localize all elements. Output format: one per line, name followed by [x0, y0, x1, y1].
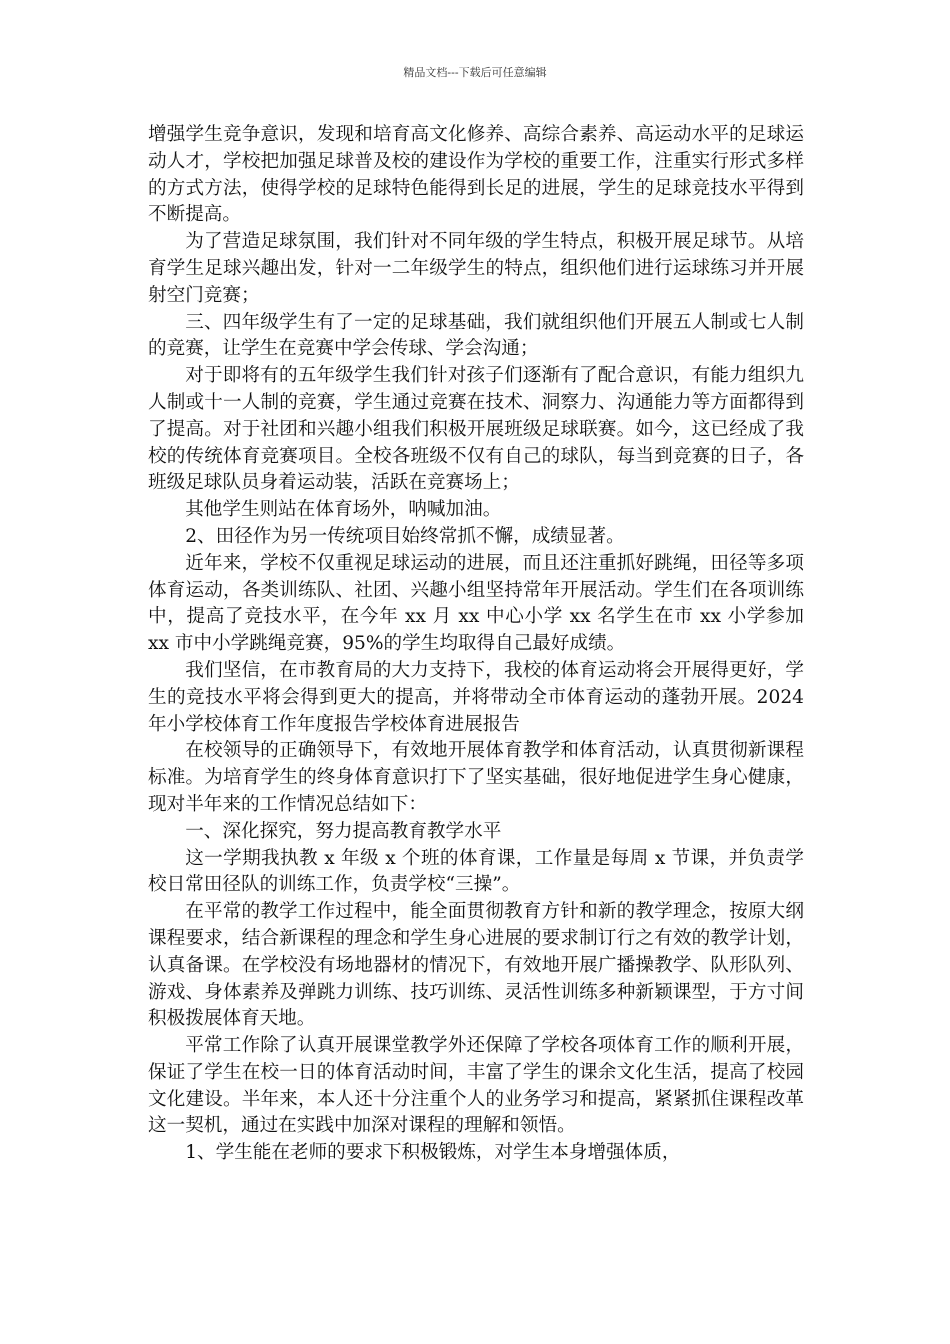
paragraph: 其他学生则站在体育场外，呐喊加油。 — [185, 499, 502, 521]
paragraph: 我们坚信，在市教育局的大力支持下，我校的体育运动将会开展得更好，学生的竞技水平将会得到更大的提高，并将带动全市体育运动的蓬勃开展。2024 年小学校体育工作年度报告学校体育进展报告 — [148, 659, 804, 735]
paragraph: 在校领导的正确领导下，有效地开展体育教学和体育活动，认真贯彻新课程标准。为培育学生的终身体育意识打下了坚实基础，很好地促进学生身心健康，现对半年来的工作情况总结如下： — [148, 740, 804, 815]
document-body — [148, 122, 804, 1167]
paragraph: 这一学期我执教 x 年级 x 个班的体育课，工作量是每周 x 节课，并负责学校日常田径队的训练工作，负责学校“三操”。 — [148, 847, 804, 896]
paragraph: 为了营造足球氛围，我们针对不同年级的学生特点，积极开展足球节。从培育学生足球兴趣出发，针对一二年级学生的特点，组织他们进行运球练习并开展射空门竞赛； — [148, 231, 804, 306]
paragraph: 在平常的教学工作过程中，能全面贯彻教育方针和新的教学理念，按原大纲课程要求，结合新课程的理念和学生身心进展的要求制订行之有效的教学计划，认真备课。在学校没有场地器材的情况下，有效地开展广播操教学、队形队列、游戏、身体素养及弹跳力训练、技巧训练、灵活性训练多种新颖课型，于方寸间积极拨展体育天地。 — [148, 901, 804, 1030]
paragraph: 增强学生竞争意识，发现和培育高文化修养、高综合素养、高运动水平的足球运动人才，学校把加强足球普及校的建设作为学校的重要工作，注重实行形式多样的方式方法，使得学校的足球特色能得到长足的进展，学生的足球竞技水平得到不断提高。 — [148, 124, 804, 226]
paragraph: 三、四年级学生有了一定的足球基础，我们就组织他们开展五人制或七人制的竞赛，让学生在竞赛中学会传球、学会沟通； — [148, 311, 804, 360]
section-heading: 一、深化探究，努力提高教育教学水平 — [185, 820, 502, 842]
paragraph: 对于即将有的五年级学生我们针对孩子们逐渐有了配合意识，有能力组织九人制或十一人制的竞赛，学生通过竞赛在技术、洞察力、沟通能力等方面都得到了提高。对于社团和兴趣小组我们积极开展班级足球联赛。如今，这已经成了我校的传统体育竞赛项目。全校各班级不仅有自己的球队，每当到竞赛的日子，各班级足球队员身着运动装，活跃在竞赛场上； — [148, 365, 804, 494]
paragraph: 平常工作除了认真开展课堂教学外还保障了学校各项体育工作的顺利开展，保证了学生在校一日的体育活动时间，丰富了学生的课余文化生活，提高了校园文化建设。半年来，本人还十分注重个人的业务学习和提高，紧紧抓住课程改革这一契机，通过在实践中加深对课程的理解和领悟。 — [148, 1035, 804, 1137]
paragraph: 近年来，学校不仅重视足球运动的进展，而且还注重抓好跳绳，田径等多项体育运动，各类训练队、社团、兴趣小组坚持常年开展活动。学生们在各项训练中，提高了竞技水平，在今年 xx 月 xx 中心小学 xx 名学生在市 xx 小学参加 xx 市中小学跳绳竞赛，95%的学生均取得自己最好成绩。 — [148, 552, 804, 655]
paragraph: 1、学生能在老师的要求下积极锻炼，对学生本身增强体质， — [185, 1142, 681, 1164]
page-header: 精品文档---下载后可任意编辑 — [403, 66, 547, 79]
paragraph: 2、田径作为另一传统项目始终常抓不懈，成绩显著。 — [185, 525, 625, 547]
